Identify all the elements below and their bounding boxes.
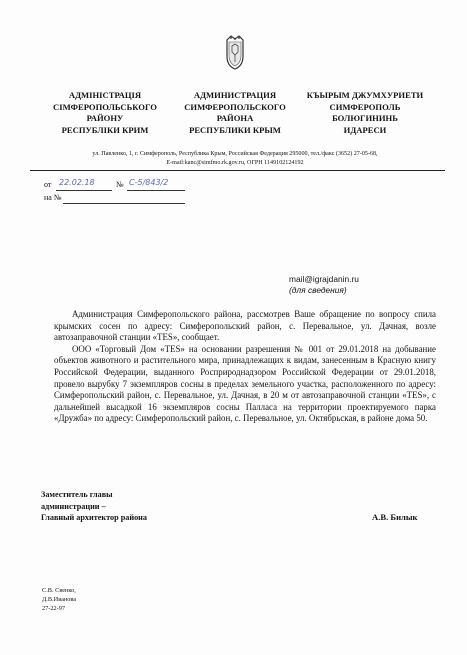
incoming-reference: [44, 193, 61, 203]
handwritten-date: 22.02.18: [59, 178, 95, 187]
incoming-number-line: [63, 203, 185, 204]
contact-address: ул. Павленко, 1, г. Симферополь, Республика Крым, Российская Федерация 295000, тел./факс (3652) 27-05-68,: [92, 151, 378, 157]
header-ct-line: КЪЫРЫМ ДЖУМХУРИЕТИ: [306, 90, 424, 100]
body-paragraph: Администрация Симферопольского района, рассмотрев Ваше обращение по вопросу спила крымских сосен по адресу: Симферопольский район, с. Перевальное, ул. Дачная, возле автозаправочной станции «TES», сообщает.: [54, 309, 436, 343]
signature-title-line: Главный архитектор района: [41, 513, 147, 523]
header-ct-line: ИДАРЕСИ: [343, 124, 387, 135]
header-ua-line: РАЙОНУ: [86, 113, 124, 123]
header-crimean-tatar: [300, 90, 430, 136]
header-ua-line: АДМІНІСТРАЦІЯ: [68, 90, 142, 100]
recipient-block: [289, 274, 359, 296]
recipient-note: (для сведения): [289, 285, 347, 295]
executor-line: С.В. Свенко,: [42, 587, 76, 594]
signature-title: [41, 489, 147, 524]
executor-line: Д.В.Иванова: [42, 596, 77, 604]
coat-of-arms-icon: [224, 34, 246, 70]
header-russian: [170, 90, 300, 136]
number-label: №: [116, 180, 124, 189]
letter-body: [54, 309, 436, 425]
handwritten-number: С-5/843/2: [129, 178, 169, 187]
header-ru-line: АДМИНИСТРАЦИЯ: [193, 90, 277, 100]
signature-title-line: Заместитель главы: [41, 490, 113, 499]
header-ct-line: СИМФЕРОПОЛЬ: [329, 101, 401, 112]
signature-title-line: администрации –: [41, 501, 106, 511]
outgoing-reference: [44, 180, 51, 190]
header-ct-line: БОЛЮГИНИНЬ: [332, 113, 398, 123]
recipient-email: mail@igrajdanin.ru: [289, 274, 359, 284]
header-ukrainian: [40, 90, 170, 136]
executor-block: [42, 586, 76, 614]
header-ru-line: РЕСПУБЛИКИ КРЫМ: [189, 124, 281, 135]
to-label: на №: [44, 193, 62, 202]
header-ru-line: РАЙОНА: [216, 113, 254, 123]
header-ua-line: СІМФЕРОПОЛЬСЬКОГО: [53, 101, 157, 112]
executor-line: 27-22-97: [42, 605, 66, 613]
date-line: [56, 190, 112, 191]
header-ua-line: РЕСПУБЛІКИ КРИМ: [61, 124, 149, 135]
header-ru-line: СИМФЕРОПОЛЬСКОГО: [184, 101, 286, 112]
number-line: [127, 190, 185, 191]
signer-name: А.В. Билык: [372, 512, 418, 522]
header-divider: [30, 170, 445, 171]
contact-email: E-mail:kanc@simfmo.rk.gov.ru, ОГРН 1149102124192: [166, 160, 304, 166]
body-paragraph: ООО «Торговый Дом «TES» на основании разрешения № 001 от 29.01.2018 на добывание объектов животного и растительного мира, принадлежащих к видам, занесенным в Красную книгу Российской Федерации, выданного Росприроднадзором Российской Федерации от 29.01.2018, провело вырубку 7 экземпляров сосны в пределах земельного участка, расположенного по адресу: Симферопольский район, с. Перевальное, ул. Дачная, в 20 м от автозаправочной станции «TES», с дальнейшей высадкой 16 экземпляров сосны Палласа на территории проектируемого парка «Дружба» по адресу: Симферопольский район, с. Перевальное, ул. Октябрьская, в районе дома 50.: [54, 343, 436, 424]
from-label: от: [44, 180, 52, 189]
